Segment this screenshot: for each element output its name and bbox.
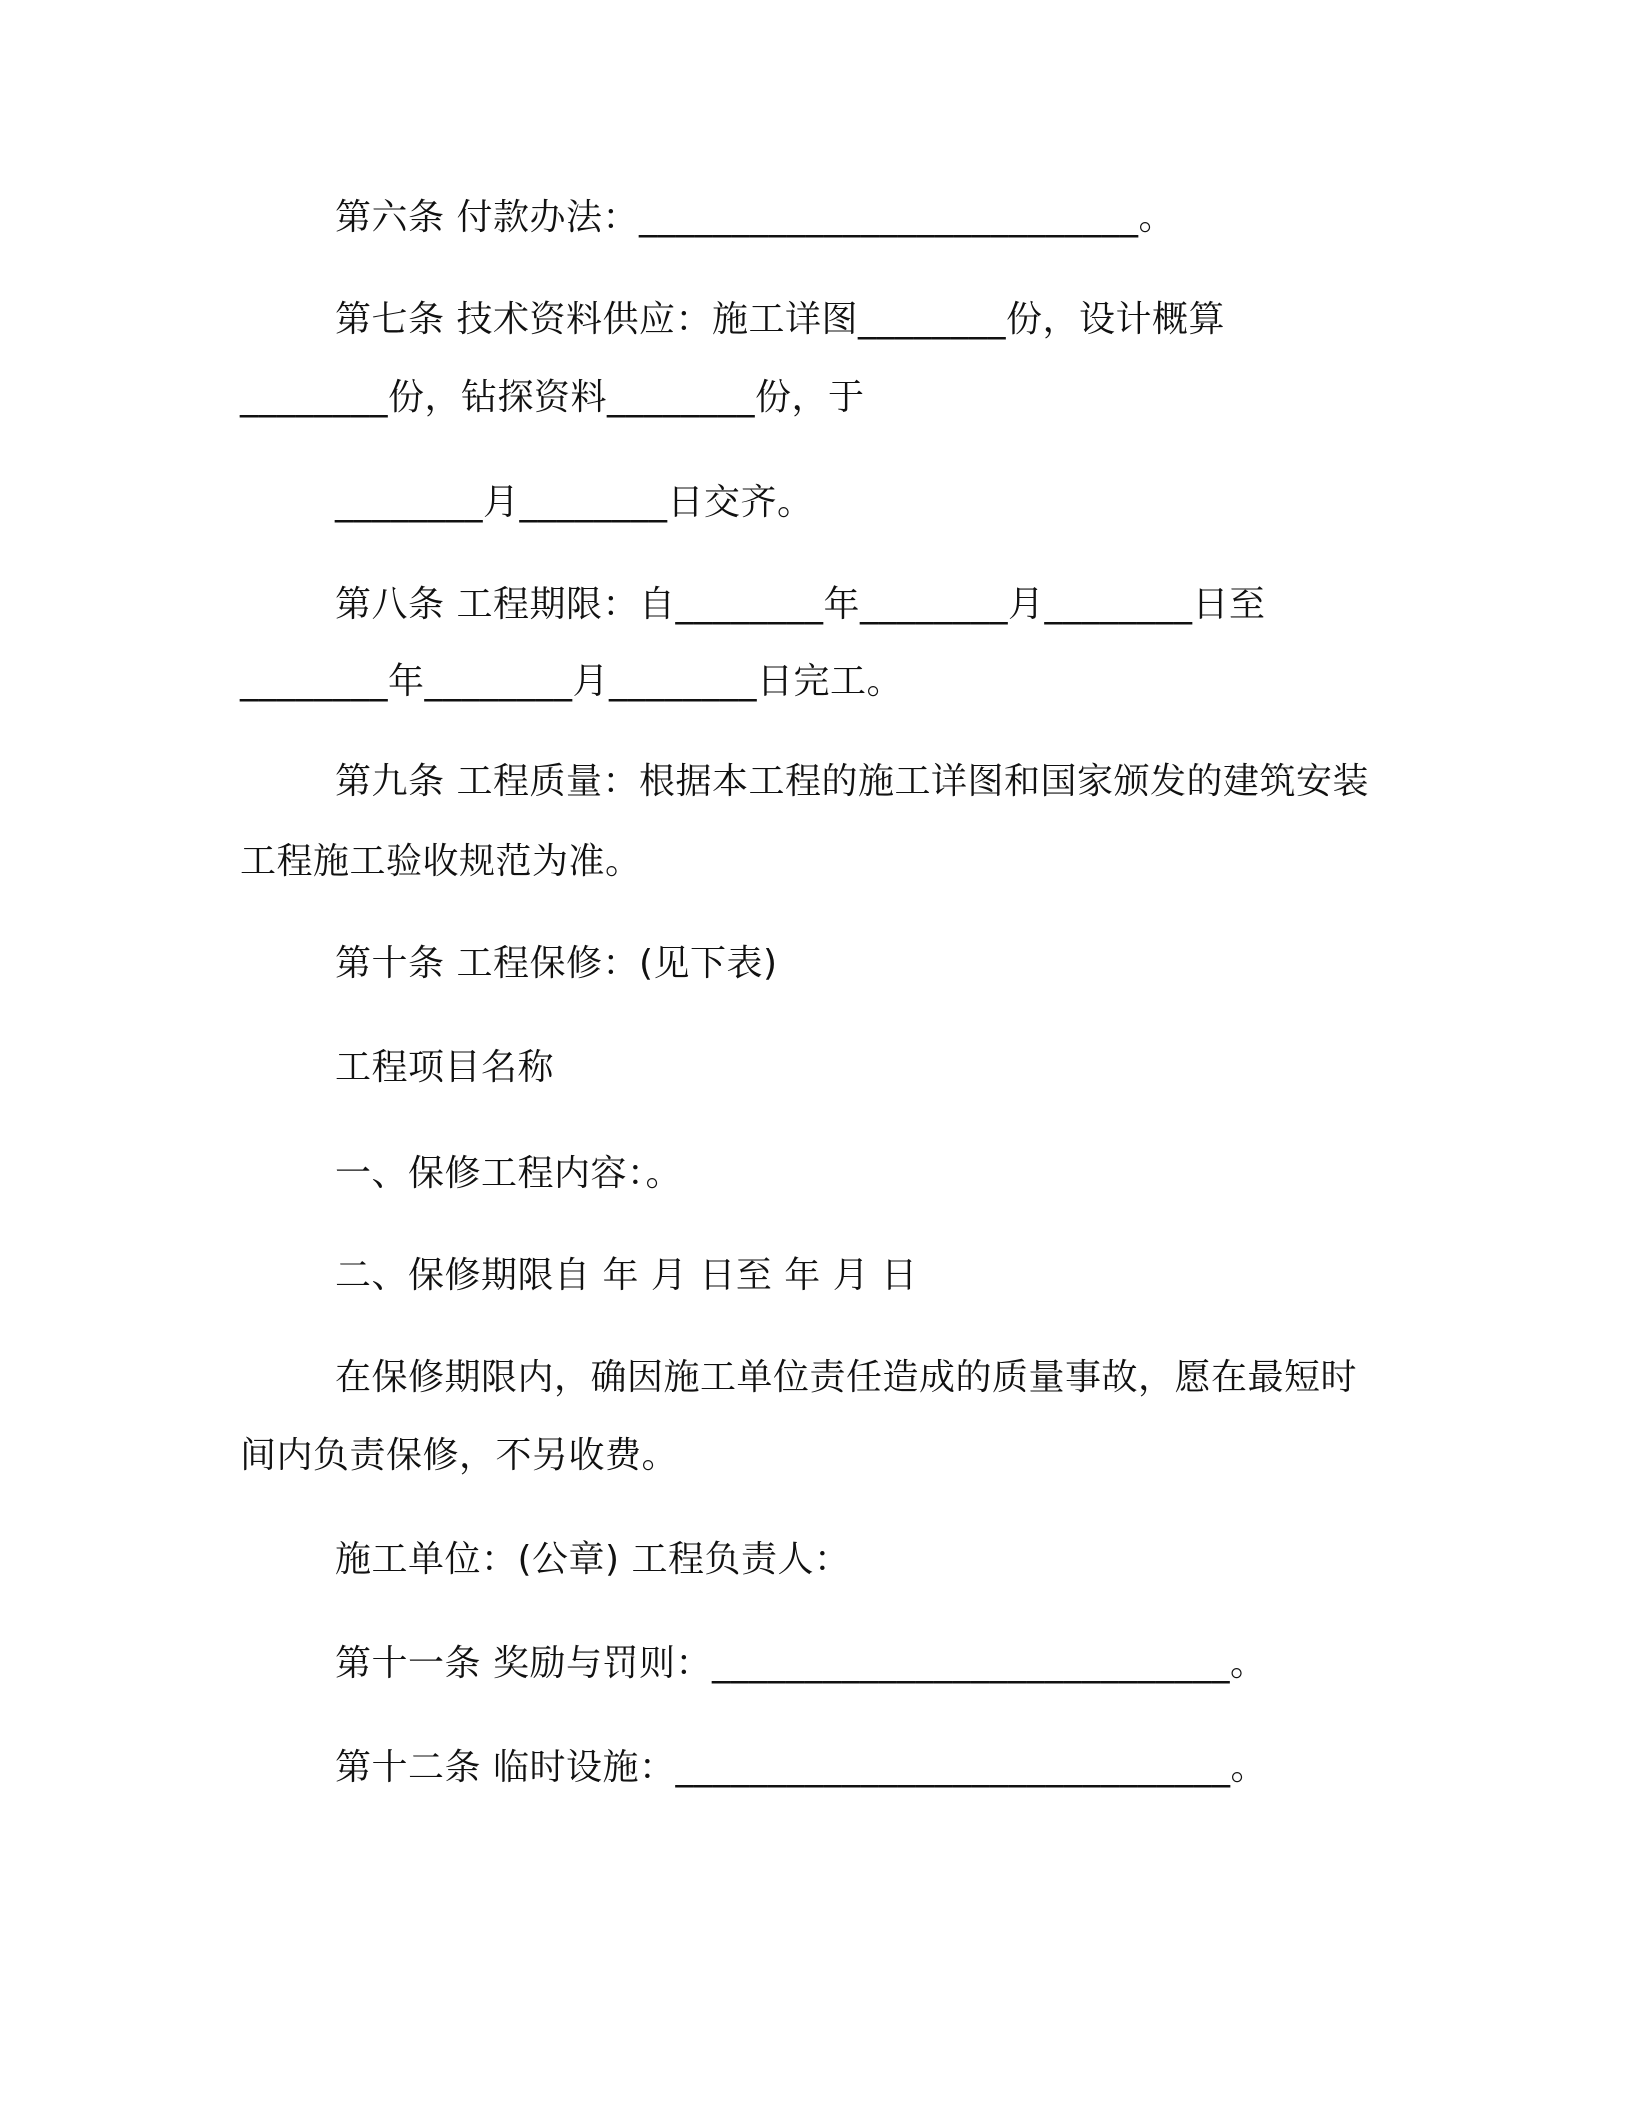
project-name-label: 工程项目名称 xyxy=(335,1047,555,1088)
article-10-warranty: 第十条 工程保修：(见下表) xyxy=(335,943,778,984)
warranty-content: 一、保修工程内容：。 xyxy=(335,1153,683,1194)
article-7-continuation: ________份，钻探资料________份，于 xyxy=(240,377,865,418)
article-7-technical-data: 第七条 技术资料供应：施工详图________份，设计概算 xyxy=(335,299,1225,340)
article-7-delivery-date: ________月________日交齐。 xyxy=(335,482,814,523)
article-9-continuation: 工程施工验收规范为准。 xyxy=(240,841,642,882)
warranty-statement-continuation: 间内负责保修，不另收费。 xyxy=(240,1435,679,1476)
article-12-temporary-facilities: 第十二条 临时设施：______________________________。 xyxy=(335,1747,1267,1788)
article-8-period: 第八条 工程期限：自________年________月________日至 xyxy=(335,584,1266,625)
contractor-seal-line: 施工单位：(公章) 工程负责人： xyxy=(335,1539,851,1580)
article-6-payment: 第六条 付款办法：___________________________。 xyxy=(335,197,1175,238)
warranty-period: 二、保修期限自 年 月 日至 年 月 日 xyxy=(335,1255,918,1296)
article-11-rewards-penalties: 第十一条 奖励与罚则：____________________________。 xyxy=(335,1643,1267,1684)
article-8-completion: ________年________月________日完工。 xyxy=(240,661,904,702)
warranty-statement: 在保修期限内，确因施工单位责任造成的质量事故，愿在最短时 xyxy=(335,1357,1358,1398)
article-9-quality: 第九条 工程质量：根据本工程的施工详图和国家颁发的建筑安装 xyxy=(335,761,1369,802)
